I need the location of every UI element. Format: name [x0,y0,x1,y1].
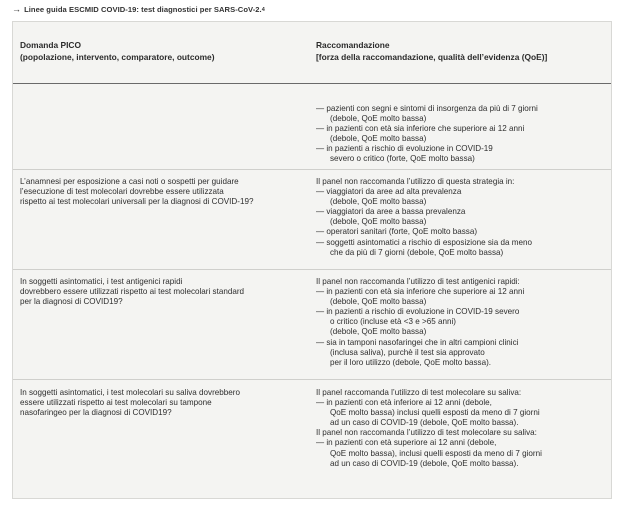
recommendation-cell [316,104,606,165]
cell-text-line: — operatori sanitari (forte, QoE molto bassa) [316,227,478,237]
cell-text-line: In soggetti asintomatici, i test molecolari su saliva dovrebbero [20,388,240,397]
cell-text-line: (debole, QoE molto bassa) [330,197,427,207]
arrow-right-icon: → [12,4,22,14]
header-recommendation [316,39,606,63]
cell-text-line: Il panel raccomanda l’utilizzo di test molecolare su saliva: [316,388,522,397]
header-pico-title: Domanda PICO [20,40,81,50]
cell-text-line: — in pazienti con età sia inferiore che superiore ai 12 anni [316,287,525,297]
cell-text-line: — in pazienti con età inferiore ai 12 anni (debole, [316,398,492,408]
pico-question-cell [20,277,305,307]
cell-text-line: — sia in tamponi nasofaringei che in altri campioni clinici [316,337,519,347]
cell-text-line: Il panel non raccomanda l’utilizzo di questa strategia in: [316,177,515,186]
cell-text-line: — in pazienti a rischio di evoluzione in COVID-19 severo [316,307,520,317]
header-recommendation-title: Raccomandazione [316,40,390,50]
cell-text-line: nasofaringeo per la diagnosi di COVID19? [20,408,172,418]
recommendation-cell [316,388,606,469]
caption-title: Linee guida ESCMID COVID-19: test diagnostici per SARS-CoV-2. [24,5,262,14]
table-row [13,170,611,270]
table-row [13,380,611,498]
cell-text-line: — in pazienti con età sia inferiore che superiore ai 12 anni [316,124,525,134]
cell-text-line: l’esecuzione di test molecolari dovrebbe essere utilizzata [20,187,224,197]
cell-text-line: (debole, QoE molto bassa) [330,327,427,337]
cell-text-line: — pazienti con segni e sintomi di insorgenza da più di 7 giorni [316,104,538,113]
cell-text-line: ad un caso di COVID-19 (debole, QoE molto bassa). [330,458,519,468]
recommendation-cell [316,277,606,368]
recommendation-cell [316,177,606,258]
cell-text-line: In soggetti asintomatici, i test antigenici rapidi [20,277,183,286]
caption-reference: 4 [261,6,265,13]
header-pico-question [20,39,290,63]
cell-text-line: L’anamnesi per esposizione a casi noti o sospetti per guidare [20,177,239,186]
cell-text-line: severo o critico (forte, QoE molto bassa) [330,154,475,164]
recommendation-table [12,21,612,499]
cell-text-line: per il loro utilizzo (debole, QoE molto bassa). [330,357,492,367]
cell-text-line: QoE molto bassa) inclusi quelli esposti da meno di 7 giorni [330,408,540,418]
cell-text-line: ad un caso di COVID-19 (debole, QoE molto bassa). [330,418,519,428]
cell-text-line: QoE molto bassa), inclusi quelli esposti da meno di 7 giorni [330,448,542,458]
header-recommendation-subtitle: [forza della raccomandazione, qualità dell’evidenza (QoE)] [316,52,548,62]
cell-text-line: (debole, QoE molto bassa) [330,297,427,307]
cell-text-line: per la diagnosi di COVID19? [20,297,123,307]
table-caption [12,5,265,14]
cell-text-line: o critico (incluse età <3 e >65 anni) [330,317,456,327]
pico-question-cell [20,177,305,207]
cell-text-line: — soggetti asintomatici a rischio di esposizione sia da meno [316,237,532,247]
cell-text-line: (debole, QoE molto bassa) [330,217,427,227]
header-pico-subtitle: (popolazione, intervento, comparatore, outcome) [20,52,215,62]
cell-text-line: — in pazienti a rischio di evoluzione in COVID-19 [316,144,493,154]
cell-text-line: rispetto ai test molecolari universali per la diagnosi di COVID-19? [20,197,254,207]
table-header [13,22,611,84]
cell-text-line: — viaggiatori da aree a bassa prevalenza [316,207,466,217]
cell-text-line: — viaggiatori da aree ad alta prevalenza [316,187,462,197]
table-row [13,84,611,170]
cell-text-line: Il panel non raccomanda l’utilizzo di test antigenici rapidi: [316,277,520,286]
cell-text-line: dovrebbero essere utilizzati rispetto ai test molecolari standard [20,287,245,297]
cell-text-line: — in pazienti con età superiore ai 12 anni (debole, [316,438,497,448]
cell-text-line: Il panel non raccomanda l’utilizzo di test molecolare su saliva: [316,428,537,438]
cell-text-line: (debole, QoE molto bassa) [330,114,427,124]
cell-text-line: (inclusa saliva), purchè il test sia approvato [330,347,485,357]
pico-question-cell [20,388,305,418]
cell-text-line: che da più di 7 giorni (debole, QoE molto bassa) [330,247,504,257]
table-row [13,270,611,380]
cell-text-line: (debole, QoE molto bassa) [330,134,427,144]
cell-text-line: essere utilizzati rispetto ai test molecolari su tampone [20,398,212,408]
